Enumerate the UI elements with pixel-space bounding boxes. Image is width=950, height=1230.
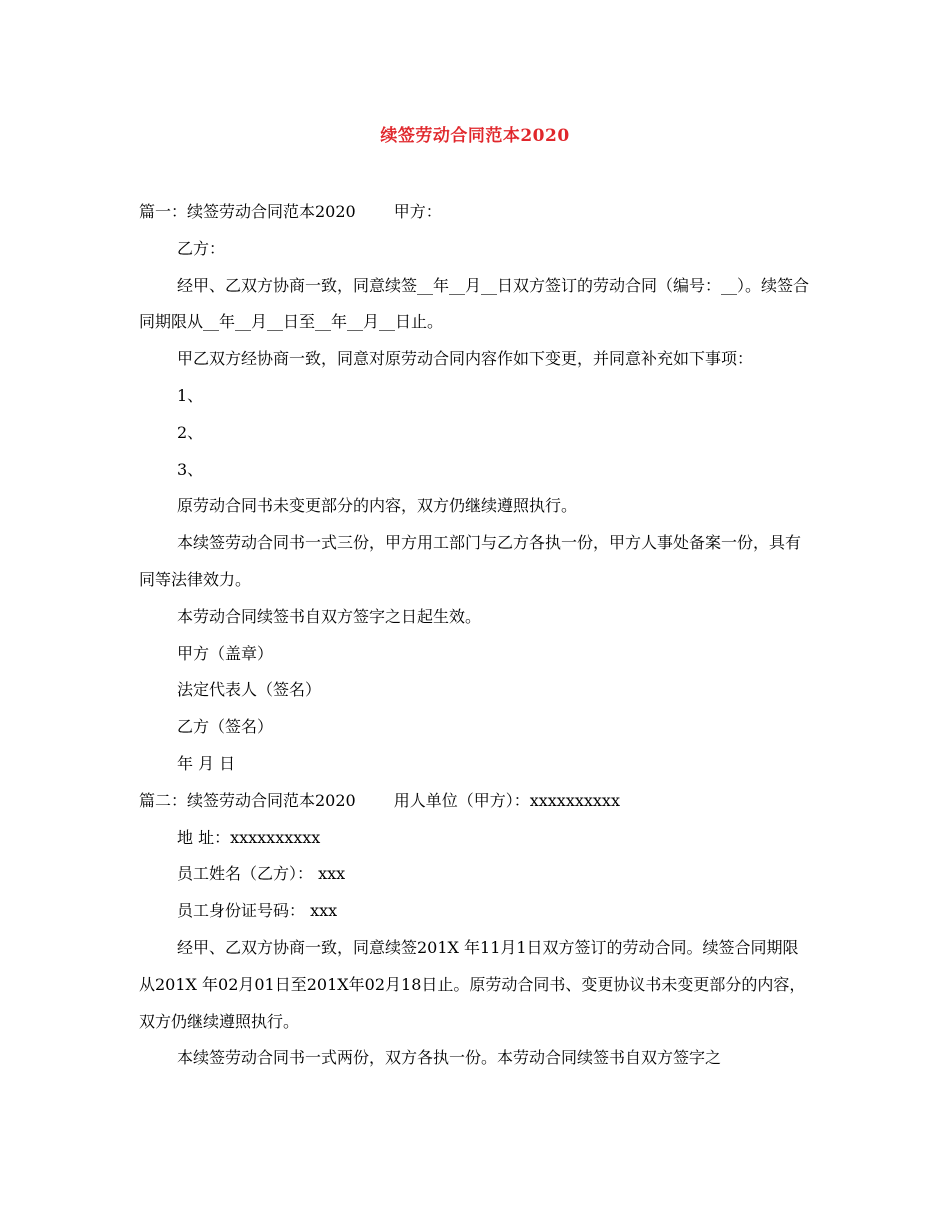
- section-one-heading-line: [139, 194, 813, 231]
- address-line: 地 址：xxxxxxxxxx: [177, 827, 321, 847]
- employee-name-line: 员工姓名（乙方）： xxx: [177, 864, 346, 884]
- list-item-1: 1、: [177, 385, 204, 405]
- signature-party-b: 乙方（签名）: [177, 717, 274, 737]
- list-item-2: 2、: [177, 422, 204, 442]
- paragraph-changes: 甲乙双方经协商一致，同意对原劳动合同内容作如下变更，并同意补充如下事项：: [177, 349, 754, 369]
- section-two-heading: 篇二：续签劳动合同范本2020: [139, 790, 356, 810]
- paragraph-renewal-term-2: 经甲、乙双方协商一致，同意续签201X 年11月1日双方签订的劳动合同。续签合同期限从201X 年02月01日至201X年02月18日止。原劳动合同书、变更协议书未变更部分的内容，双方仍继续遵照执行。: [139, 937, 806, 1031]
- document-title: 续签劳动合同范本2020: [380, 126, 570, 146]
- party-a-label: 甲方：: [393, 202, 442, 221]
- signature-legal-rep: 法定代表人（签名）: [177, 680, 322, 700]
- document-body: [139, 194, 813, 1077]
- employee-id-line: 员工身份证号码： xxx: [177, 901, 338, 921]
- section-two-heading-line: [139, 783, 813, 820]
- paragraph-renewal-term: 经甲、乙双方协商一致，同意续签__年__月__日双方签订的劳动合同（编号：__）。续签合同期限从__年__月__日至__年__月__日止。: [139, 275, 810, 332]
- list-item-3: 3、: [177, 459, 204, 479]
- paragraph-effective: 本劳动合同续签书自双方签字之日起生效。: [177, 606, 482, 626]
- paragraph-copies-2: 本续签劳动合同书一式两份，双方各执一份。本劳动合同续签书自双方签字之: [177, 1048, 722, 1068]
- paragraph-unchanged: 原劳动合同书未变更部分的内容，双方仍继续遵照执行。: [177, 496, 578, 516]
- paragraph-copies: 本续签劳动合同书一式三份，甲方用工部门与乙方各执一份，甲方人事处备案一份，具有同等法律效力。: [139, 533, 802, 589]
- section-one-heading: 篇一：续签劳动合同范本2020: [139, 202, 356, 221]
- signature-party-a: 甲方（盖章）: [177, 643, 274, 663]
- signature-date: 年 月 日: [177, 753, 236, 773]
- employer-label: 用人单位（甲方）：xxxxxxxxxx: [393, 790, 620, 810]
- party-b-label: 乙方：: [177, 238, 226, 258]
